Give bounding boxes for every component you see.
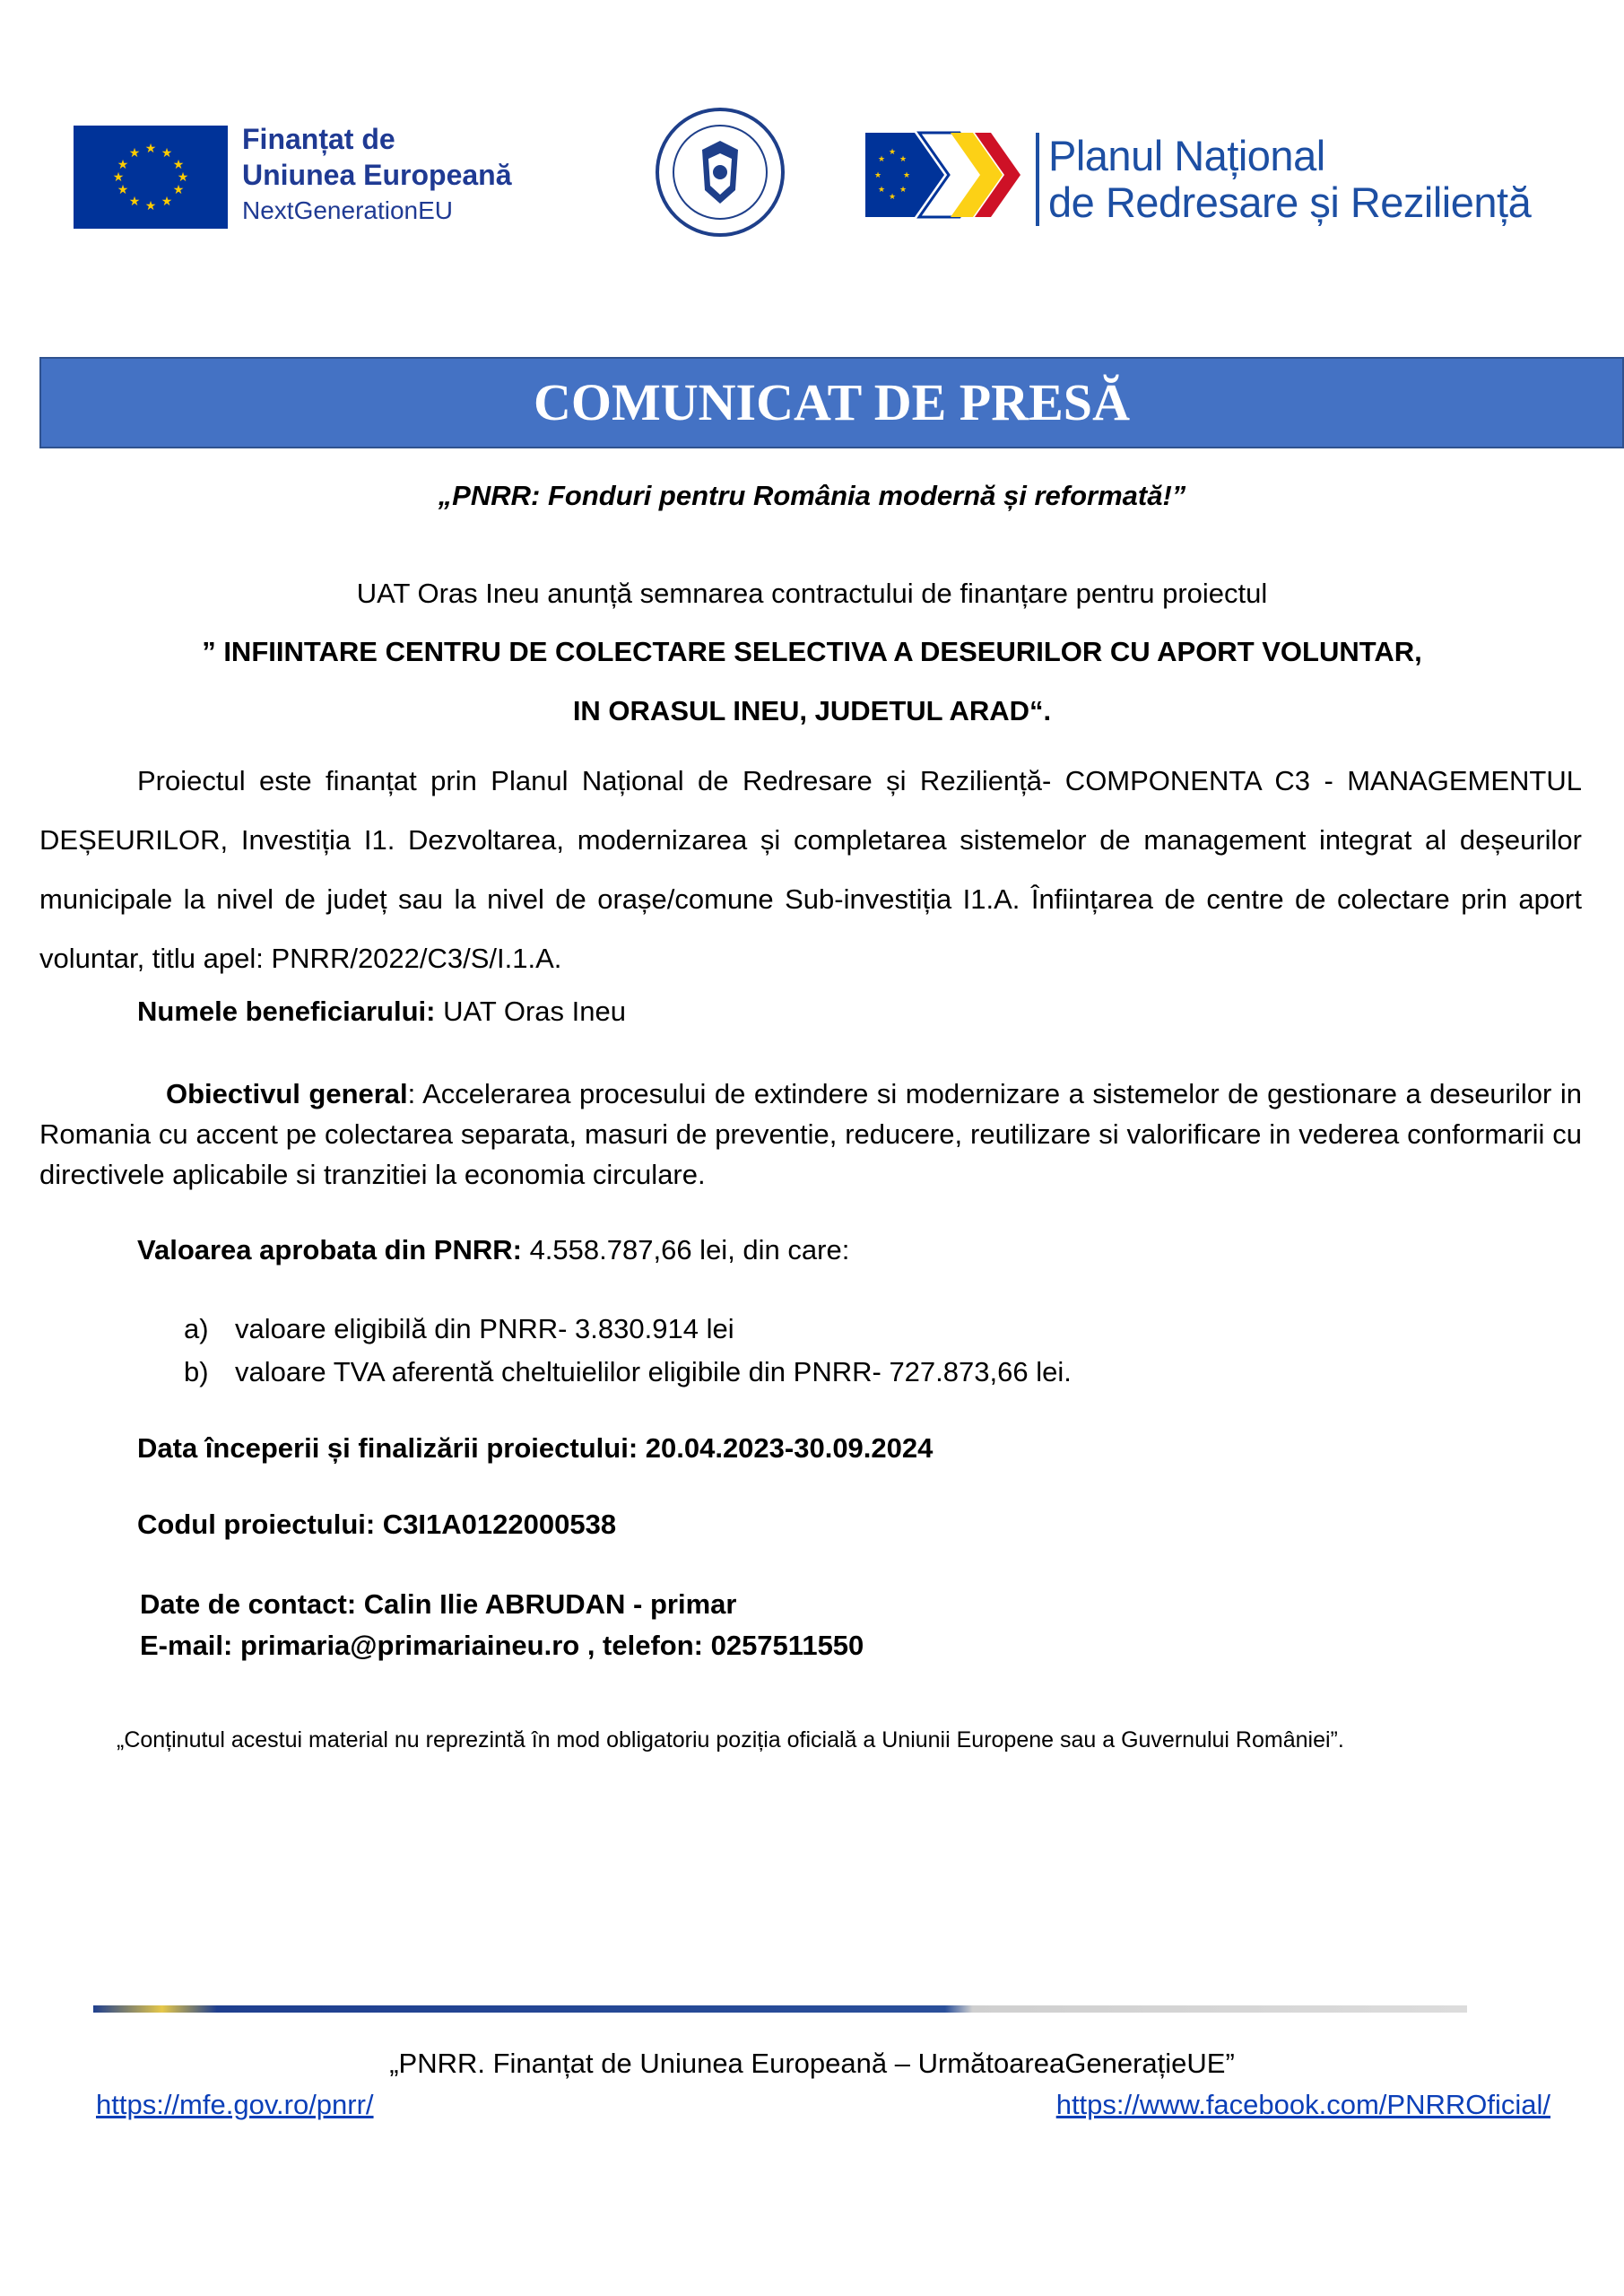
facebook-pnrr-link[interactable]: https://www.facebook.com/PNRROficial/ [1055,2089,1550,2120]
list-item-text: valoare TVA aferentă cheltuielilor eligibile din PNRR- 727.873,66 lei. [235,1356,1072,1387]
project-title-line1: ” INFIINTARE CENTRU DE COLECTARE SELECTIVA A DESEURILOR CU APORT VOLUNTAR, [202,636,1422,667]
disclaimer-text: „Conținutul acestui material nu reprezintă în mod obligatoriu poziția oficială a Uniunii Europene sau a Guvernului României”. [117,1727,1344,1752]
project-title-line2: IN ORASUL INEU, JUDETUL ARAD“. [572,695,1052,726]
svg-text:★: ★ [888,193,897,202]
list-item [184,1351,1072,1394]
svg-text:★: ★ [161,195,173,209]
svg-text:★: ★ [161,146,173,161]
approved-value-label: Valoarea aprobata din PNRR: [137,1234,522,1265]
romanian-government-seal-logo [653,105,787,239]
beneficiary-line [137,994,626,1030]
svg-text:★: ★ [128,195,141,209]
approved-value-amount: 4.558.787,66 lei, din care: [521,1234,850,1265]
svg-text:★: ★ [117,183,129,197]
value-breakdown-list [184,1308,1072,1394]
svg-text:★: ★ [877,186,886,195]
objective-label: Obiectivul general [166,1078,408,1109]
eu-logo-line3: NextGenerationEU [242,196,454,224]
svg-text:★: ★ [112,170,125,185]
eu-logo-line1: Finanțat de [242,123,395,155]
beneficiary-label: Numele beneficiarului: [137,996,436,1027]
approved-value-line [137,1232,849,1268]
svg-text:★: ★ [899,155,908,164]
pnrr-logo-line1: Planul Național [1048,132,1325,179]
objective-paragraph [39,1074,1582,1195]
press-release-banner: COMUNICAT DE PRESĂ [39,357,1624,448]
project-code: Codul proiectului: C3I1A0122000538 [137,1509,617,1540]
project-dates: Data începerii și finalizării proiectului: 20.04.2023-30.09.2024 [137,1432,934,1464]
svg-text:★: ★ [128,146,141,161]
list-item-marker: a) [184,1313,209,1344]
svg-text:★: ★ [172,183,185,197]
pnrr-logo-text [1036,133,1531,226]
list-item-text: valoare eligibilă din PNRR- 3.830.914 lei [235,1313,734,1344]
pnrr-motto: „PNRR: Fonduri pentru România modernă și reformată!” [438,480,1186,511]
svg-text:★: ★ [144,199,157,213]
footer-divider [93,2005,1467,2013]
svg-text:★: ★ [177,170,189,185]
pnrr-arrow-logo [865,126,1027,224]
svg-text:★: ★ [899,186,908,195]
contact-email-phone-line: E-mail: primaria@primariaineu.ro , telefon: 0257511550 [140,1630,864,1661]
svg-text:★: ★ [873,171,882,180]
funding-paragraph-text: Proiectul este finanțat prin Planul Național de Redresare și Reziliență- COMPONENTA C3 - MANAGEMENTUL DEȘEURILOR, Investiția I1. Dezvoltarea, modernizarea și completarea sistemelor de management integrat al deșeurilor municipale la nivel de județ sau la nivel de orașe/comune Sub-investiția I1.A. Înființarea de centre de colectare prin aport voluntar, titlu apel: PNRR/2022/C3/S/I.1.A. [39,765,1582,974]
beneficiary-value: UAT Oras Ineu [435,996,626,1027]
announcement-text: UAT Oras Ineu anunță semnarea contractului de finanțare pentru proiectul [356,578,1268,609]
eu-flag-logo [74,126,228,229]
list-item [184,1308,1072,1351]
svg-text:★: ★ [888,148,897,157]
contact-info [140,1584,864,1666]
svg-text:★: ★ [172,158,185,172]
svg-text:★: ★ [877,155,886,164]
objective-text: : Accelerarea procesului de extindere si modernizare a sistemelor de gestionare a deseurilor in Romania cu accent pe colectarea separata, masuri de preventie, reducere, reutilizare si valorificare in vederea conformarii cu directivele aplicabile si tranzitiei la economia circulare. [39,1078,1582,1190]
eu-logo-line2: Uniunea Europeană [242,159,512,191]
svg-text:★: ★ [902,171,911,180]
list-item-marker: b) [184,1356,209,1387]
pnrr-logo-line2: de Redresare și Reziliență [1048,178,1532,226]
contact-name-line: Date de contact: Calin Ilie ABRUDAN - primar [140,1588,737,1620]
footer-motto: „PNRR. Finanțat de Uniunea Europeană – UrmătoareaGenerațieUE” [389,2048,1235,2079]
svg-text:★: ★ [144,142,157,156]
svg-text:★: ★ [117,158,129,172]
mfe-pnrr-link[interactable]: https://mfe.gov.ro/pnrr/ [96,2089,374,2120]
eu-funding-logo-text [242,121,512,229]
funding-paragraph [39,752,1582,988]
